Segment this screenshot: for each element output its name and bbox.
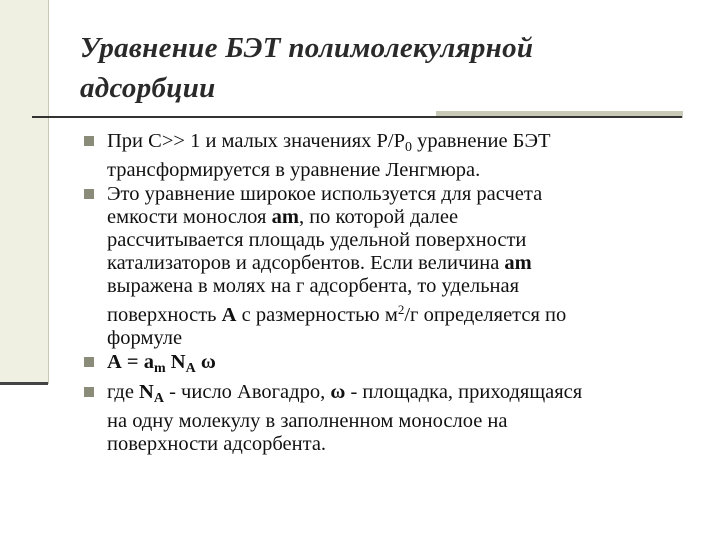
square-bullet-icon (84, 136, 94, 146)
subscript: 0 (405, 140, 413, 155)
term-omega: ω (330, 381, 346, 403)
subscript: A (185, 361, 196, 376)
text-line (107, 130, 704, 159)
text-run: где (107, 381, 140, 403)
text-run: емкости монослоя (107, 206, 272, 228)
text-line: выражена в молях на г адсорбента, то удельная (107, 275, 520, 297)
text-run: поверхность (107, 304, 222, 326)
bullet-item-monolayer (84, 183, 704, 350)
title-line-2: адсорбции (80, 72, 216, 104)
formula-part: N (165, 351, 186, 373)
subscript: A (153, 391, 164, 406)
formula-part: А = а (107, 351, 154, 373)
text-run: катализаторов и адсорбентов. Если величина (107, 252, 505, 274)
title-divider (32, 116, 682, 118)
square-bullet-icon (84, 387, 94, 397)
text-line (107, 206, 704, 229)
side-accent-rule (0, 382, 48, 385)
slide-title (80, 28, 680, 108)
bullet-item-avogadro (84, 381, 704, 456)
bullet-item-langmuir (84, 130, 704, 182)
text-line (107, 252, 704, 275)
formula-part: ω (195, 351, 216, 373)
text-run: с размерностью м (236, 304, 398, 326)
square-bullet-icon (84, 357, 94, 367)
subscript: m (154, 361, 166, 376)
side-accent-panel (0, 0, 49, 384)
text-run: При С>> 1 и малых значениях Р/Р (107, 130, 406, 152)
term-a: А (221, 304, 237, 326)
superscript: 2 (397, 302, 405, 317)
text-run: , по которой далее (298, 206, 459, 228)
text-line: рассчитывается площадь удельной поверхности (107, 229, 527, 251)
bullet-item-formula (84, 351, 704, 380)
text-run: уравнение БЭТ (412, 130, 551, 152)
bullet-list (84, 130, 704, 457)
text-run: /г определяется по (404, 304, 567, 326)
text-run: - площадка, приходящаяся (345, 381, 583, 403)
text-line: трансформируется в уравнение Ленгмюра. (107, 159, 481, 181)
title-line-1: Уравнение БЭТ полимолекулярной (80, 32, 534, 64)
term-am: am (504, 252, 532, 274)
formula (107, 351, 704, 380)
square-bullet-icon (84, 189, 94, 199)
text-line: поверхности адсорбента. (107, 433, 327, 455)
text-line: на одну молекулу в заполненном монослое на (107, 410, 508, 432)
text-line: формуле (107, 327, 183, 349)
term-am: am (271, 206, 299, 228)
text-line: Это уравнение широкое используется для расчета (107, 183, 543, 205)
text-line (107, 298, 704, 327)
text-line (107, 381, 704, 410)
text-run: - число Авогадро, (163, 381, 331, 403)
term-n: N (139, 381, 154, 403)
